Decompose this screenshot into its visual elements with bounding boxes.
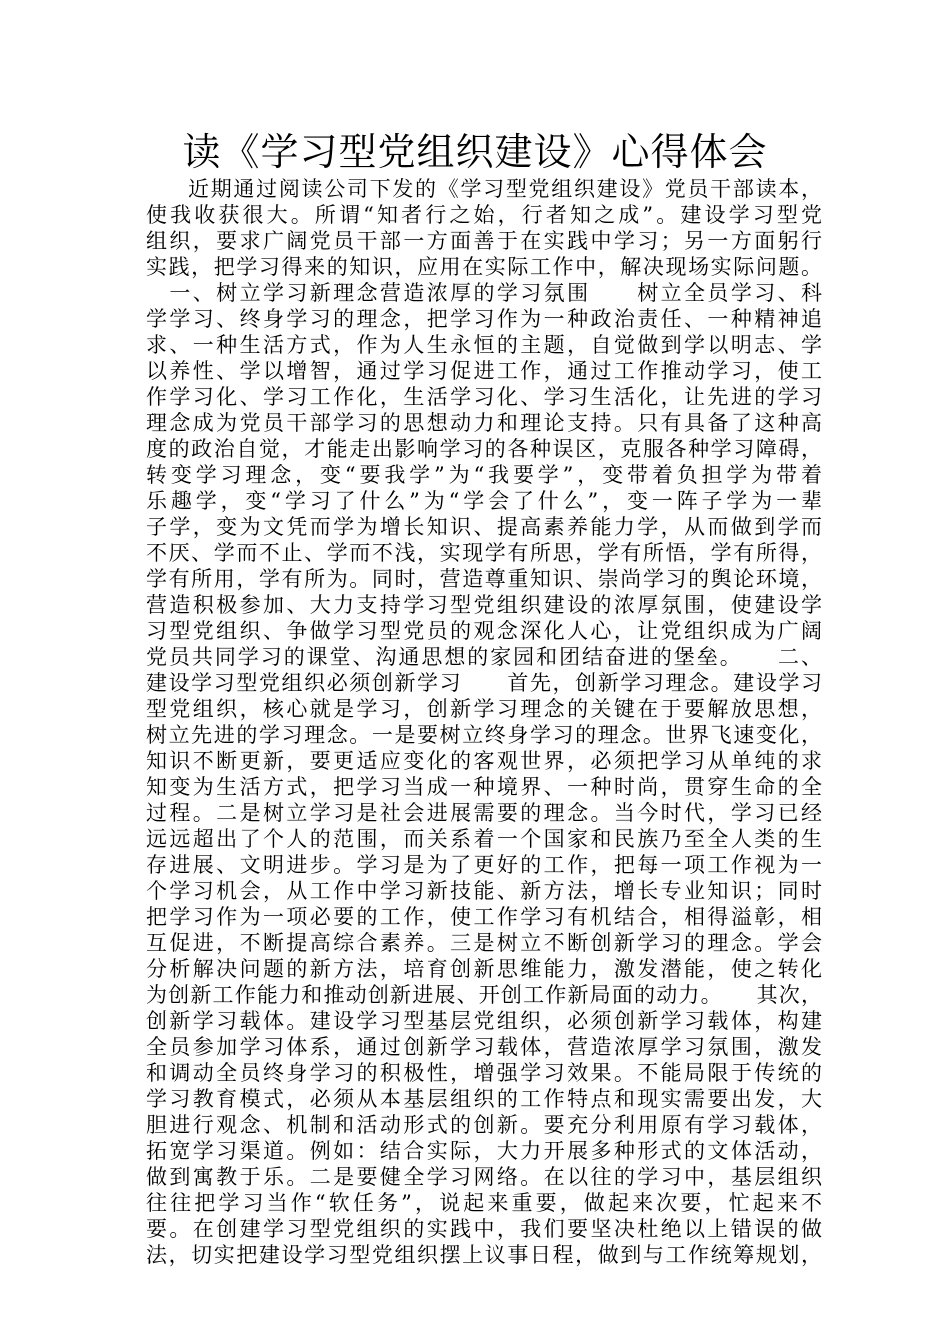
body-text-line: 使我收获很大。所谓“知者行之始，行者知之成”。建设学习型党	[146, 203, 822, 227]
body-text-line: 要。在创建学习型党组织的实践中，我们要坚决杜绝以上错误的做	[146, 1217, 822, 1241]
body-text-line: 作学习化、学习工作化，生活学习化、学习生活化，让先进的学习	[146, 385, 822, 409]
body-text-line: 求、一种生活方式，作为人生永恒的主题，自觉做到学以明志、学	[146, 333, 822, 357]
body-text-line: 习型党组织、争做学习型党员的观念深化人心，让党组织成为广阔	[146, 619, 822, 643]
body-text-line: 党员共同学习的课堂、沟通思想的家园和团结奋进的堡垒。 二、	[146, 645, 822, 669]
body-text-line: 不厌、学而不止、学而不浅，实现学有所思，学有所悟，学有所得，	[146, 541, 822, 565]
body-text-line: 子学，变为文凭而学为增长知识、提高素养能力学，从而做到学而	[146, 515, 822, 539]
body-text-line: 度的政治自觉，才能走出影响学习的各种误区，克服各种学习障碍，	[146, 437, 822, 461]
body-text-line: 学学习、终身学习的理念，把学习作为一种政治责任、一种精神追	[146, 307, 822, 331]
document-title: 读《学习型党组织建设》心得体会	[182, 130, 768, 174]
body-text-line: 理念成为党员干部学习的思想动力和理论支持。只有具备了这种高	[146, 411, 822, 435]
body-text-line: 近期通过阅读公司下发的《学习型党组织建设》党员干部读本，	[188, 177, 822, 201]
body-text-line: 往往把学习当作“软任务”，说起来重要，做起来次要，忙起来不	[146, 1191, 822, 1215]
body-text-line: 树立先进的学习理念。一是要树立终身学习的理念。世界飞速变化，	[146, 723, 822, 747]
body-text-line: 转变学习理念，变“要我学”为“我要学”，变带着负担学为带着	[146, 463, 822, 487]
body-text-line: 拓宽学习渠道。例如：结合实际，大力开展多种形式的文体活动，	[146, 1139, 822, 1163]
body-text-line: 知变为生活方式，把学习当成一种境界、一种时尚，贯穿生命的全	[146, 775, 822, 799]
body-text-line: 分析解决问题的新方法，培育创新思维能力，激发潜能，使之转化	[146, 957, 822, 981]
body-text-line: 胆进行观念、机制和活动形式的创新。要充分利用原有学习载体，	[146, 1113, 822, 1137]
body-text-line: 一、树立学习新理念营造浓厚的学习氛围 树立全员学习、科	[146, 281, 822, 305]
body-text-line: 型党组织，核心就是学习，创新学习理念的关键在于要解放思想，	[146, 697, 822, 721]
body-text-line: 乐趣学，变“学习了什么”为“学会了什么”，变一阵子学为一辈	[146, 489, 822, 513]
body-text-line: 把学习作为一项必要的工作，使工作学习有机结合，相得溢彰，相	[146, 905, 822, 929]
body-text-line: 和调动全员终身学习的积极性，增强学习效果。不能局限于传统的	[146, 1061, 822, 1085]
body-text-line: 法，切实把建设学习型党组织摆上议事日程，做到与工作统筹规划，	[146, 1243, 822, 1267]
body-text-line: 学有所用，学有所为。同时，营造尊重知识、崇尚学习的舆论环境，	[146, 567, 822, 591]
body-text-line: 过程。二是树立学习是社会进展需要的理念。当今时代，学习已经	[146, 801, 822, 825]
body-text-line: 建设学习型党组织必须创新学习 首先，创新学习理念。建设学习	[146, 671, 822, 695]
body-text-line: 远远超出了个人的范围，而关系着一个国家和民族乃至全人类的生	[146, 827, 822, 851]
body-text-line: 学习教育模式，必须从本基层组织的工作特点和现实需要出发，大	[146, 1087, 822, 1111]
body-text-line: 组织，要求广阔党员干部一方面善于在实践中学习；另一方面躬行	[146, 229, 822, 253]
body-text-line: 为创新工作能力和推动创新进展、开创工作新局面的动力。 其次，	[146, 983, 822, 1007]
body-text-line: 互促进，不断提高综合素养。三是树立不断创新学习的理念。学会	[146, 931, 822, 955]
body-text-line: 做到寓教于乐。二是要健全学习网络。在以往的学习中，基层组织	[146, 1165, 822, 1189]
body-text-line: 创新学习载体。建设学习型基层党组织，必须创新学习载体，构建	[146, 1009, 822, 1033]
body-text-line: 个学习机会，从工作中学习新技能、新方法，增长专业知识；同时	[146, 879, 822, 903]
body-text-line: 知识不断更新，要更适应变化的客观世界，必须把学习从单纯的求	[146, 749, 822, 773]
body-text-line: 存进展、文明进步。学习是为了更好的工作，把每一项工作视为一	[146, 853, 822, 877]
body-text-line: 实践，把学习得来的知识，应用在实际工作中，解决现场实际问题。	[146, 255, 822, 279]
body-text-line: 营造积极参加、大力支持学习型党组织建设的浓厚氛围，使建设学	[146, 593, 822, 617]
document-body	[146, 176, 822, 1268]
body-text-line: 以养性、学以增智，通过学习促进工作，通过工作推动学习，使工	[146, 359, 822, 383]
body-text-line: 全员参加学习体系，通过创新学习载体，营造浓厚学习氛围，激发	[146, 1035, 822, 1059]
